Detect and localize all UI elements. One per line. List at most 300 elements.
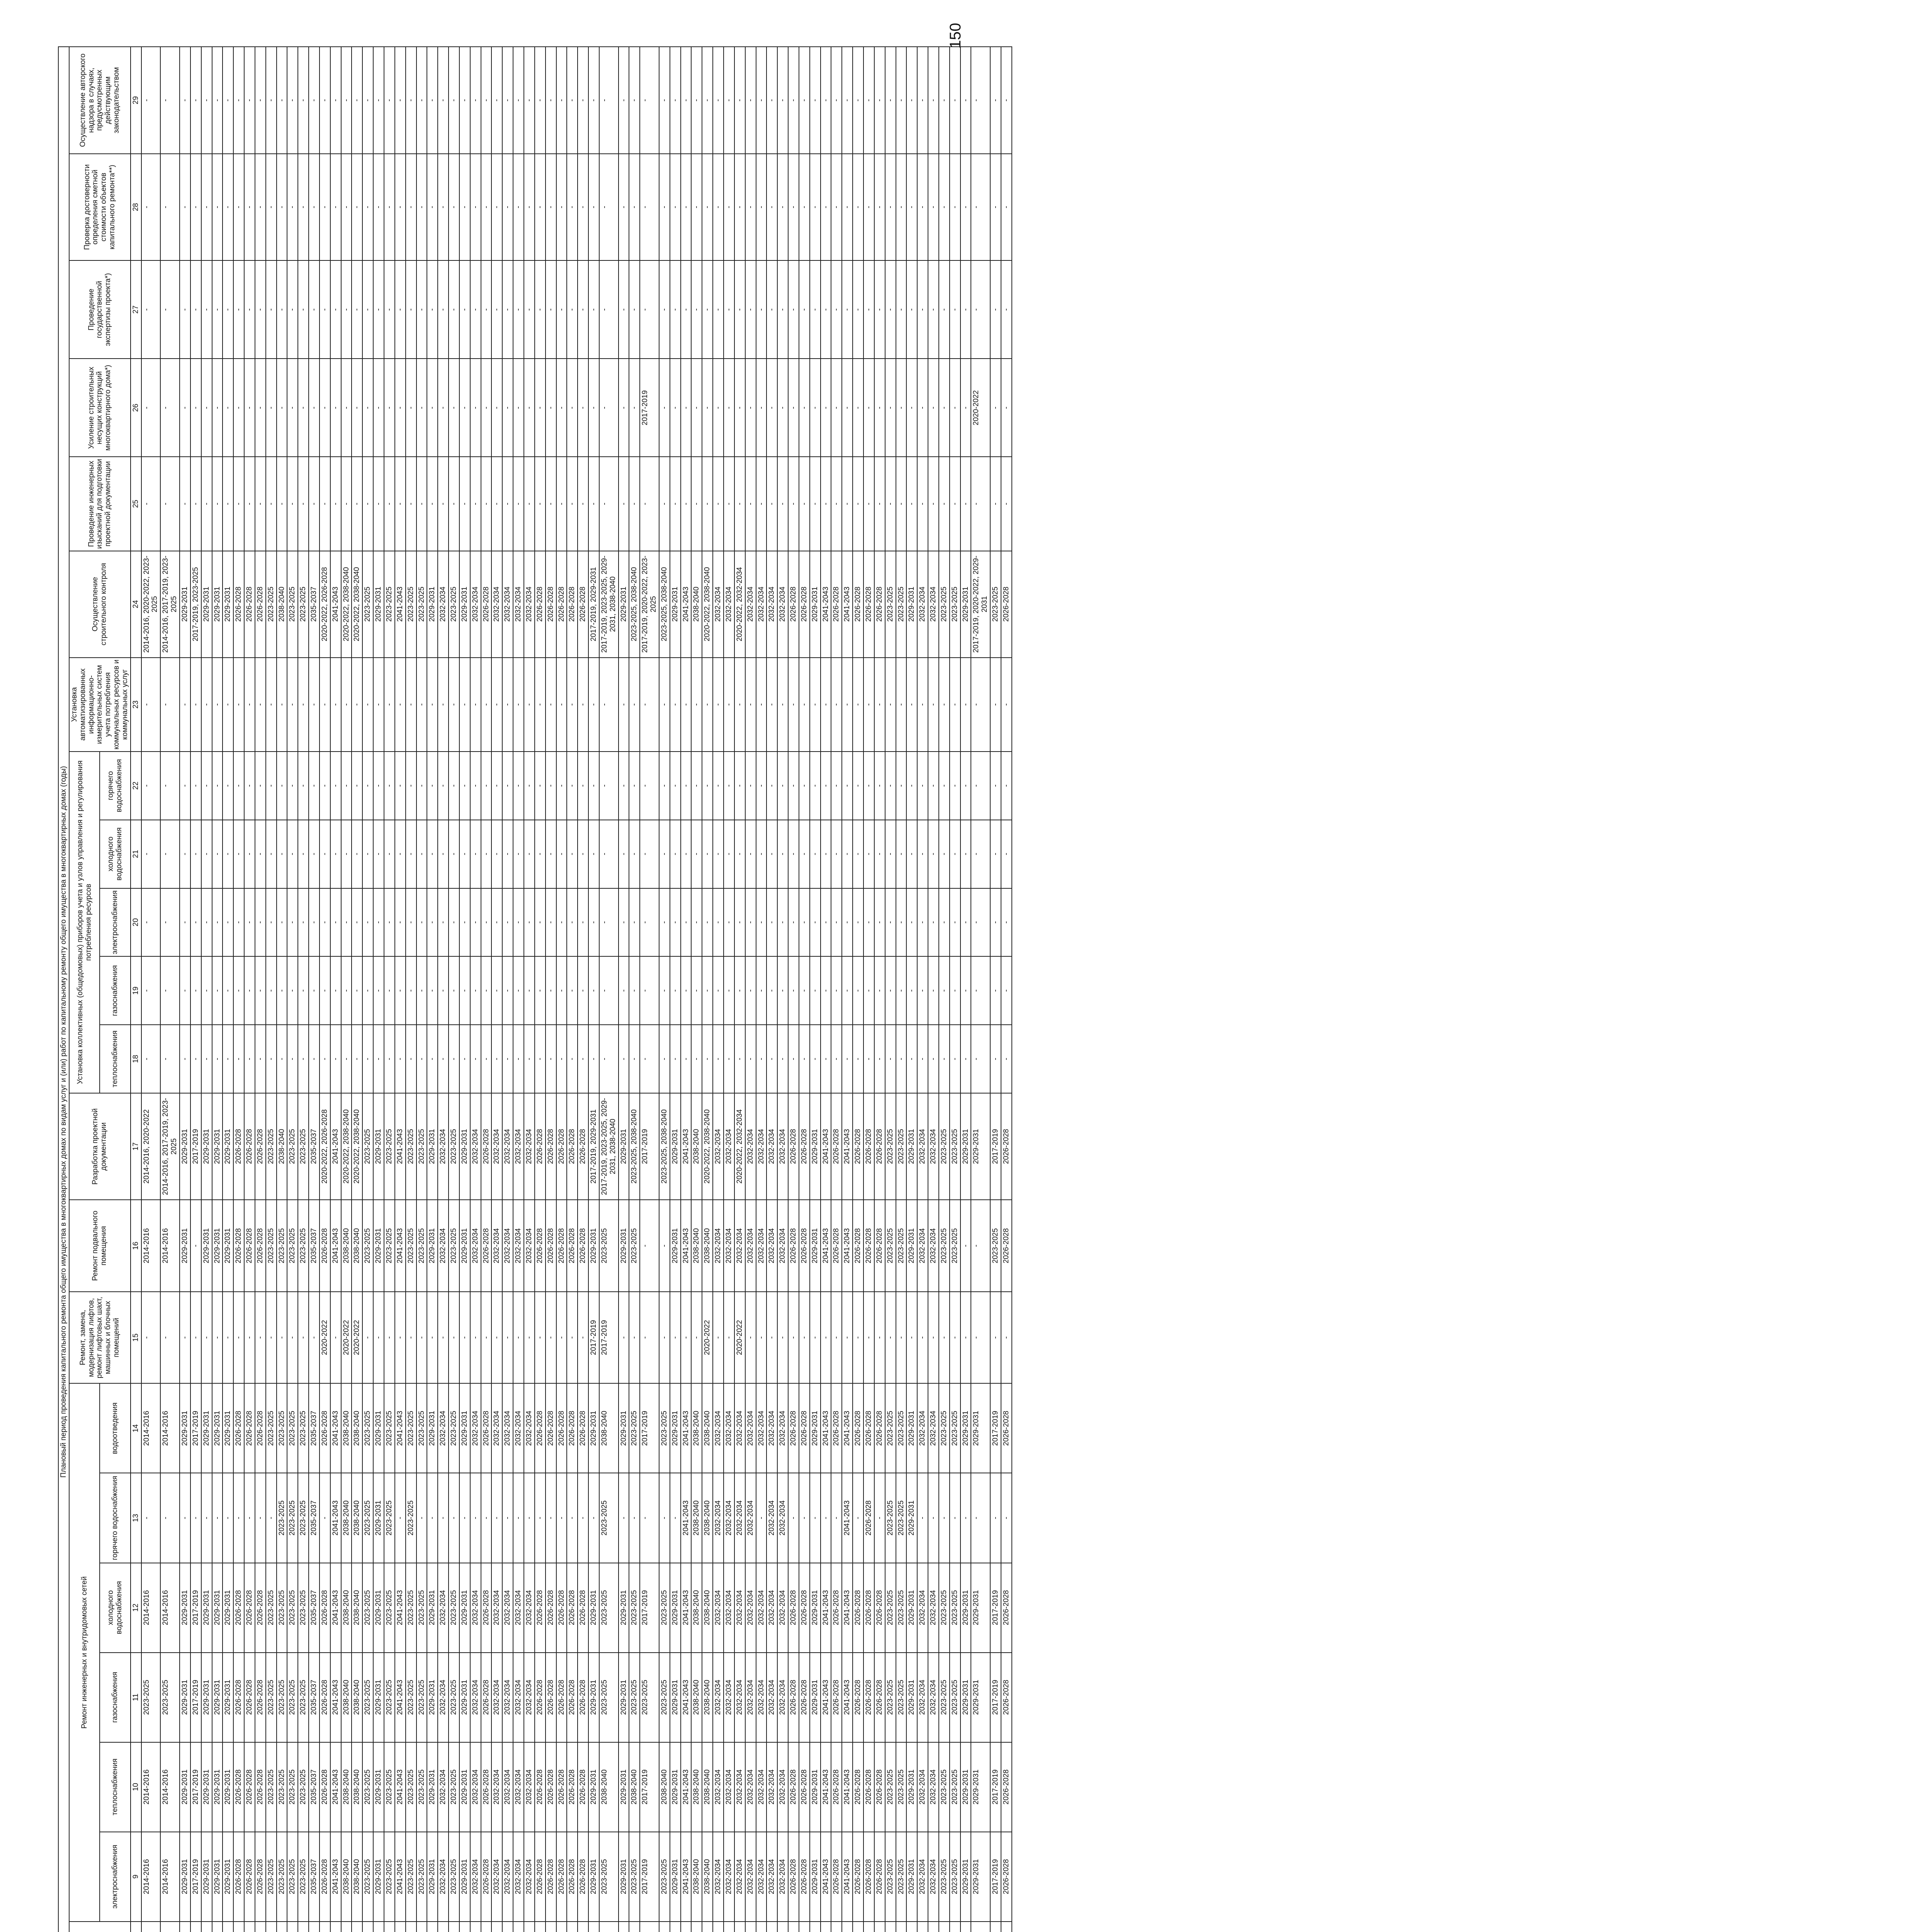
row-net-heat: 2029-2031 (960, 1742, 971, 1832)
row-supervision: - (513, 47, 524, 154)
row-basement: 2032-2034 (928, 1200, 939, 1292)
row-strengthen: - (330, 359, 341, 457)
row-lifts: - (395, 1292, 406, 1384)
row-meter-cold: - (767, 820, 777, 888)
row-net-cold: 2026-2028 (863, 1563, 874, 1653)
row-expertise: - (524, 260, 535, 359)
row-auto: - (702, 658, 713, 752)
table-row (788, 47, 799, 1932)
row-net-hot: - (831, 1473, 842, 1563)
row-basement: 2023-2025 (885, 1200, 896, 1292)
row-net-hot: 2032-2034 (777, 1473, 788, 1563)
column-number: 27 (131, 260, 141, 359)
row-expertise: - (201, 260, 212, 359)
row-auto: - (928, 658, 939, 752)
row-net-cold: 2029-2031 (212, 1563, 223, 1653)
row-control: 2026-2028 (535, 551, 546, 658)
row-strengthen: - (799, 359, 810, 457)
capital-repair-table (58, 46, 1012, 1932)
row-facade (619, 1922, 629, 1932)
row-meter-power: - (767, 888, 777, 957)
row-meter-gas: - (524, 956, 535, 1025)
row-design: 2026-2028 (567, 1093, 578, 1200)
row-meter-gas: - (810, 956, 821, 1025)
row-basement: 2041-2043 (681, 1200, 692, 1292)
row-basement: 2032-2034 (724, 1200, 734, 1292)
row-strengthen: - (906, 359, 917, 457)
row-meter-gas: - (223, 956, 233, 1025)
row-survey: - (788, 457, 799, 551)
row-estimate: - (734, 154, 745, 260)
row-estimate: - (309, 154, 320, 260)
row-auto: - (141, 658, 161, 752)
row-survey: - (320, 457, 330, 551)
row-meter-power: - (1001, 888, 1012, 957)
row-meter-hot: - (459, 752, 470, 820)
row-meter-heat: - (928, 1025, 939, 1093)
row-net-power: 2023-2025 (277, 1832, 287, 1922)
row-facade (287, 1922, 298, 1932)
row-facade (810, 1922, 821, 1932)
row-survey: - (535, 457, 546, 551)
row-basement: 2029-2031 (906, 1200, 917, 1292)
row-net-heat: 2038-2040 (702, 1742, 713, 1832)
row-meter-cold: - (713, 820, 724, 888)
row-survey: - (863, 457, 874, 551)
row-net-hot: 2023-2025 (298, 1473, 309, 1563)
table-body (141, 47, 1012, 1932)
row-net-gas: 2029-2031 (459, 1653, 470, 1742)
row-net-drain: 2029-2031 (971, 1383, 990, 1473)
row-basement: 2026-2028 (546, 1200, 556, 1292)
row-supervision: - (745, 47, 756, 154)
row-meter-hot: - (777, 752, 788, 820)
row-meter-gas: - (842, 956, 853, 1025)
row-net-gas: 2029-2031 (427, 1653, 438, 1742)
row-lifts: - (481, 1292, 492, 1384)
row-net-heat: 2017-2019 (990, 1742, 1001, 1832)
row-net-gas: 2023-2025 (277, 1653, 287, 1742)
table-row (734, 47, 745, 1932)
row-lifts: - (190, 1292, 201, 1384)
row-meter-cold: - (330, 820, 341, 888)
row-control: 2017-2019, 2029-2031 (588, 551, 599, 658)
col-net-power: электроснабжения (100, 1832, 130, 1922)
row-survey: - (180, 457, 190, 551)
row-supervision: - (406, 47, 416, 154)
row-meter-cold: - (928, 820, 939, 888)
row-lifts: 2020-2022 (734, 1292, 745, 1384)
table-row (416, 47, 427, 1932)
row-meter-gas: - (309, 956, 320, 1025)
row-net-power: 2029-2031 (212, 1832, 223, 1922)
row-net-gas: 2029-2031 (619, 1653, 629, 1742)
row-net-gas: 2029-2031 (223, 1653, 233, 1742)
row-strengthen: - (629, 359, 640, 457)
row-meter-power: - (950, 888, 960, 957)
row-design: 2026-2028 (244, 1093, 255, 1200)
row-net-power: 2032-2034 (470, 1832, 481, 1922)
row-meter-gas: - (513, 956, 524, 1025)
row-net-power: 2029-2031 (906, 1832, 917, 1922)
row-design: 2020-2022, 2026-2028 (320, 1093, 330, 1200)
row-meter-heat: - (724, 1025, 734, 1093)
row-meter-power: - (330, 888, 341, 957)
row-meter-gas: - (449, 956, 459, 1025)
row-net-hot: - (233, 1473, 244, 1563)
row-meter-gas: - (546, 956, 556, 1025)
row-meter-power: - (266, 888, 277, 957)
row-meter-hot: - (223, 752, 233, 820)
row-net-gas: 2023-2025 (885, 1653, 896, 1742)
row-net-heat: 2032-2034 (470, 1742, 481, 1832)
row-control: 2032-2034 (767, 551, 777, 658)
row-meter-power: - (352, 888, 362, 957)
row-meter-power: - (659, 888, 670, 957)
row-lifts: - (223, 1292, 233, 1384)
row-expertise: - (640, 260, 659, 359)
row-estimate: - (681, 154, 692, 260)
row-net-drain: 2038-2040 (691, 1383, 702, 1473)
row-net-cold: 2026-2028 (556, 1563, 567, 1653)
row-expertise: - (223, 260, 233, 359)
row-control: 2026-2028 (578, 551, 588, 658)
row-survey: - (810, 457, 821, 551)
row-strengthen: - (352, 359, 362, 457)
row-net-cold: 2029-2031 (201, 1563, 212, 1653)
row-supervision: - (535, 47, 546, 154)
row-meter-cold: - (513, 820, 524, 888)
row-net-gas: 2032-2034 (713, 1653, 724, 1742)
row-net-cold: 2026-2028 (788, 1563, 799, 1653)
row-survey: - (524, 457, 535, 551)
row-net-cold: 2029-2031 (906, 1563, 917, 1653)
row-expertise: - (906, 260, 917, 359)
row-expertise: - (702, 260, 713, 359)
row-net-gas: 2029-2031 (670, 1653, 681, 1742)
row-meter-power: - (842, 888, 853, 957)
row-meter-hot: - (896, 752, 907, 820)
row-auto: - (491, 658, 502, 752)
row-strengthen: - (320, 359, 330, 457)
row-net-gas: 2026-2028 (799, 1653, 810, 1742)
row-meter-hot: - (502, 752, 513, 820)
row-net-cold: 2032-2034 (767, 1563, 777, 1653)
row-strengthen: - (713, 359, 724, 457)
row-meter-gas: - (939, 956, 950, 1025)
row-meter-power: - (619, 888, 629, 957)
row-facade (659, 1922, 670, 1932)
row-net-gas: 2023-2025 (939, 1653, 950, 1742)
row-strengthen: 2017-2019 (640, 359, 659, 457)
row-estimate: - (233, 154, 244, 260)
row-net-gas: 2026-2028 (874, 1653, 885, 1742)
row-meter-hot: - (745, 752, 756, 820)
row-meter-power: - (341, 888, 352, 957)
row-net-cold: 2041-2043 (842, 1563, 853, 1653)
row-meter-hot: - (713, 752, 724, 820)
row-meter-gas: - (287, 956, 298, 1025)
row-net-hot: 2035-2037 (309, 1473, 320, 1563)
row-lifts: - (659, 1292, 670, 1384)
row-meter-heat: - (619, 1025, 629, 1093)
row-meter-gas: - (277, 956, 287, 1025)
row-survey: - (588, 457, 599, 551)
row-facade (416, 1922, 427, 1932)
row-net-cold: 2026-2028 (320, 1563, 330, 1653)
row-meter-cold: - (556, 820, 567, 888)
row-auto: - (971, 658, 990, 752)
table-row (341, 47, 352, 1932)
row-meter-gas: - (384, 956, 395, 1025)
row-strengthen: - (255, 359, 266, 457)
row-net-heat: 2032-2034 (438, 1742, 449, 1832)
row-net-hot: - (960, 1473, 971, 1563)
row-basement: 2029-2031 (619, 1200, 629, 1292)
row-facade (535, 1922, 546, 1932)
row-net-hot: 2032-2034 (767, 1473, 777, 1563)
row-lifts: - (277, 1292, 287, 1384)
row-meter-heat: - (223, 1025, 233, 1093)
column-number: 19 (131, 956, 141, 1025)
row-net-hot: - (395, 1473, 406, 1563)
row-estimate: - (588, 154, 599, 260)
row-net-heat: 2026-2028 (578, 1742, 588, 1832)
row-meter-heat: - (874, 1025, 885, 1093)
row-auto: - (459, 658, 470, 752)
row-meter-gas: - (588, 956, 599, 1025)
row-net-hot: - (853, 1473, 863, 1563)
row-strengthen: - (734, 359, 745, 457)
row-survey: - (546, 457, 556, 551)
row-meter-hot: - (373, 752, 384, 820)
table-row (853, 47, 863, 1932)
row-net-gas: 2023-2025 (416, 1653, 427, 1742)
row-net-cold: 2023-2025 (406, 1563, 416, 1653)
row-net-heat: 2023-2025 (277, 1742, 287, 1832)
row-meter-power: - (141, 888, 161, 957)
row-meter-cold: - (470, 820, 481, 888)
row-meter-gas: - (395, 956, 406, 1025)
row-lifts: - (960, 1292, 971, 1384)
row-auto: - (341, 658, 352, 752)
row-strengthen: - (821, 359, 831, 457)
row-net-heat: 2032-2034 (724, 1742, 734, 1832)
col-net-drain: водоотведения (100, 1383, 130, 1473)
row-design: 2023-2025 (298, 1093, 309, 1200)
row-meter-gas: - (362, 956, 373, 1025)
row-strengthen: - (777, 359, 788, 457)
row-meter-gas: - (681, 956, 692, 1025)
table-row (438, 47, 449, 1932)
row-facade (395, 1922, 406, 1932)
row-strengthen: - (842, 359, 853, 457)
row-auto: - (513, 658, 524, 752)
row-strengthen: - (491, 359, 502, 457)
row-meter-heat: - (917, 1025, 928, 1093)
row-meter-hot: - (416, 752, 427, 820)
row-supervision: - (341, 47, 352, 154)
col-supervision: Осуществление авторского надзора в случаях, предусмотренных действующим законодательством (69, 47, 131, 154)
row-control: 2032-2034 (745, 551, 756, 658)
row-meter-heat: - (831, 1025, 842, 1093)
row-net-cold: 2032-2034 (470, 1563, 481, 1653)
row-net-cold: 2029-2031 (971, 1563, 990, 1653)
row-survey: - (309, 457, 320, 551)
row-meter-gas: - (373, 956, 384, 1025)
row-meter-hot: - (917, 752, 928, 820)
row-meter-hot: - (201, 752, 212, 820)
row-net-cold: 2029-2031 (670, 1563, 681, 1653)
row-basement: 2029-2031 (223, 1200, 233, 1292)
row-lifts: - (885, 1292, 896, 1384)
row-net-heat: 2029-2031 (906, 1742, 917, 1832)
row-survey: - (906, 457, 917, 551)
row-net-hot: - (449, 1473, 459, 1563)
row-basement: 2026-2028 (788, 1200, 799, 1292)
row-design: 2017-2019, 2029-2031 (588, 1093, 599, 1200)
row-net-gas: 2032-2034 (767, 1653, 777, 1742)
row-control: 2020-2022, 2026-2028 (320, 551, 330, 658)
row-net-hot: 2032-2034 (745, 1473, 756, 1563)
row-expertise: - (1001, 260, 1012, 359)
row-net-power: 2023-2025 (266, 1832, 277, 1922)
row-meter-heat: - (640, 1025, 659, 1093)
row-supervision: - (1001, 47, 1012, 154)
row-net-cold: 2032-2034 (917, 1563, 928, 1653)
row-meter-hot: - (406, 752, 416, 820)
row-lifts: - (427, 1292, 438, 1384)
row-lifts: - (491, 1292, 502, 1384)
table-row (212, 47, 223, 1932)
row-meter-heat: - (713, 1025, 724, 1093)
row-net-hot: - (546, 1473, 556, 1563)
row-net-drain: 2023-2025 (896, 1383, 907, 1473)
row-design: 2023-2025 (384, 1093, 395, 1200)
row-net-drain: 2038-2040 (599, 1383, 619, 1473)
row-net-hot: - (756, 1473, 767, 1563)
table-row (960, 47, 971, 1932)
row-meter-cold: - (524, 820, 535, 888)
row-net-gas: 2023-2025 (298, 1653, 309, 1742)
row-survey: - (395, 457, 406, 551)
row-meter-gas: - (745, 956, 756, 1025)
row-basement: 2041-2043 (330, 1200, 341, 1292)
row-net-hot: - (190, 1473, 201, 1563)
row-facade (767, 1922, 777, 1932)
row-design: 2017-2019, 2023-2025, 2029-2031, 2038-2040 (599, 1093, 619, 1200)
row-facade (141, 1922, 161, 1932)
row-net-gas: 2029-2031 (201, 1653, 212, 1742)
row-strengthen: - (578, 359, 588, 457)
row-strengthen: - (588, 359, 599, 457)
row-net-cold: 2026-2028 (567, 1563, 578, 1653)
row-net-hot: - (470, 1473, 481, 1563)
row-meter-cold: - (853, 820, 863, 888)
row-net-hot: - (223, 1473, 233, 1563)
row-meter-heat: - (599, 1025, 619, 1093)
row-supervision: - (640, 47, 659, 154)
row-meter-heat: - (160, 1025, 180, 1093)
row-survey: - (659, 457, 670, 551)
row-net-power: 2032-2034 (745, 1832, 756, 1922)
row-meter-heat: - (767, 1025, 777, 1093)
row-net-hot: 2038-2040 (352, 1473, 362, 1563)
meters-group-heading: Установка коллективных (общедомовых) приборов учета и узлов управления и регулирования потребления ресурсов (69, 752, 100, 1093)
row-meter-power: - (416, 888, 427, 957)
row-meter-heat: - (556, 1025, 567, 1093)
row-meter-power: - (928, 888, 939, 957)
row-net-gas: 2026-2028 (320, 1653, 330, 1742)
table-row (223, 47, 233, 1932)
row-net-cold: 2032-2034 (513, 1563, 524, 1653)
row-meter-heat: - (821, 1025, 831, 1093)
row-net-cold: 2026-2028 (546, 1563, 556, 1653)
row-survey: - (298, 457, 309, 551)
row-meter-gas: - (724, 956, 734, 1025)
row-lifts: - (874, 1292, 885, 1384)
row-meter-power: - (896, 888, 907, 957)
row-meter-hot: - (810, 752, 821, 820)
row-net-power: 2026-2028 (567, 1832, 578, 1922)
row-facade (971, 1922, 990, 1932)
row-net-hot: - (481, 1473, 492, 1563)
row-basement: 2026-2028 (863, 1200, 874, 1292)
row-net-drain: 2023-2025 (266, 1383, 277, 1473)
row-net-cold: 2026-2028 (481, 1563, 492, 1653)
row-design: 2032-2034 (513, 1093, 524, 1200)
row-estimate: - (384, 154, 395, 260)
row-net-drain: 2026-2028 (320, 1383, 330, 1473)
row-estimate: - (395, 154, 406, 260)
row-net-heat: 2023-2025 (449, 1742, 459, 1832)
row-supervision: - (885, 47, 896, 154)
row-control: 2029-2031 (427, 551, 438, 658)
table-row (831, 47, 842, 1932)
row-estimate: - (971, 154, 990, 260)
row-estimate: - (298, 154, 309, 260)
row-control: 2026-2028 (1001, 551, 1012, 658)
row-survey: - (341, 457, 352, 551)
row-net-cold: 2041-2043 (395, 1563, 406, 1653)
row-expertise: - (567, 260, 578, 359)
col-auto: Установка автоматизированных информационно-измерительных систем учета потребления коммунальных ресурсов и коммунальных услуг (69, 658, 131, 752)
row-supervision: - (244, 47, 255, 154)
row-meter-heat: - (745, 1025, 756, 1093)
row-net-gas: 2032-2034 (734, 1653, 745, 1742)
row-auto: - (320, 658, 330, 752)
row-facade (724, 1922, 734, 1932)
row-net-heat: 2026-2028 (233, 1742, 244, 1832)
row-design: 2020-2022, 2038-2040 (702, 1093, 713, 1200)
row-supervision: - (724, 47, 734, 154)
row-meter-heat: - (459, 1025, 470, 1093)
row-net-drain: 2032-2034 (502, 1383, 513, 1473)
column-number: 25 (131, 457, 141, 551)
row-net-gas: 2026-2028 (578, 1653, 588, 1742)
row-strengthen: - (874, 359, 885, 457)
row-estimate: - (373, 154, 384, 260)
row-net-cold: 2023-2025 (416, 1563, 427, 1653)
row-net-gas: 2032-2034 (513, 1653, 524, 1742)
row-estimate: - (449, 154, 459, 260)
table-row (244, 47, 255, 1932)
row-lifts: - (990, 1292, 1001, 1384)
row-net-heat: 2029-2031 (201, 1742, 212, 1832)
row-lifts: - (255, 1292, 266, 1384)
row-net-gas: 2023-2025 (599, 1653, 619, 1742)
row-expertise: - (190, 260, 201, 359)
